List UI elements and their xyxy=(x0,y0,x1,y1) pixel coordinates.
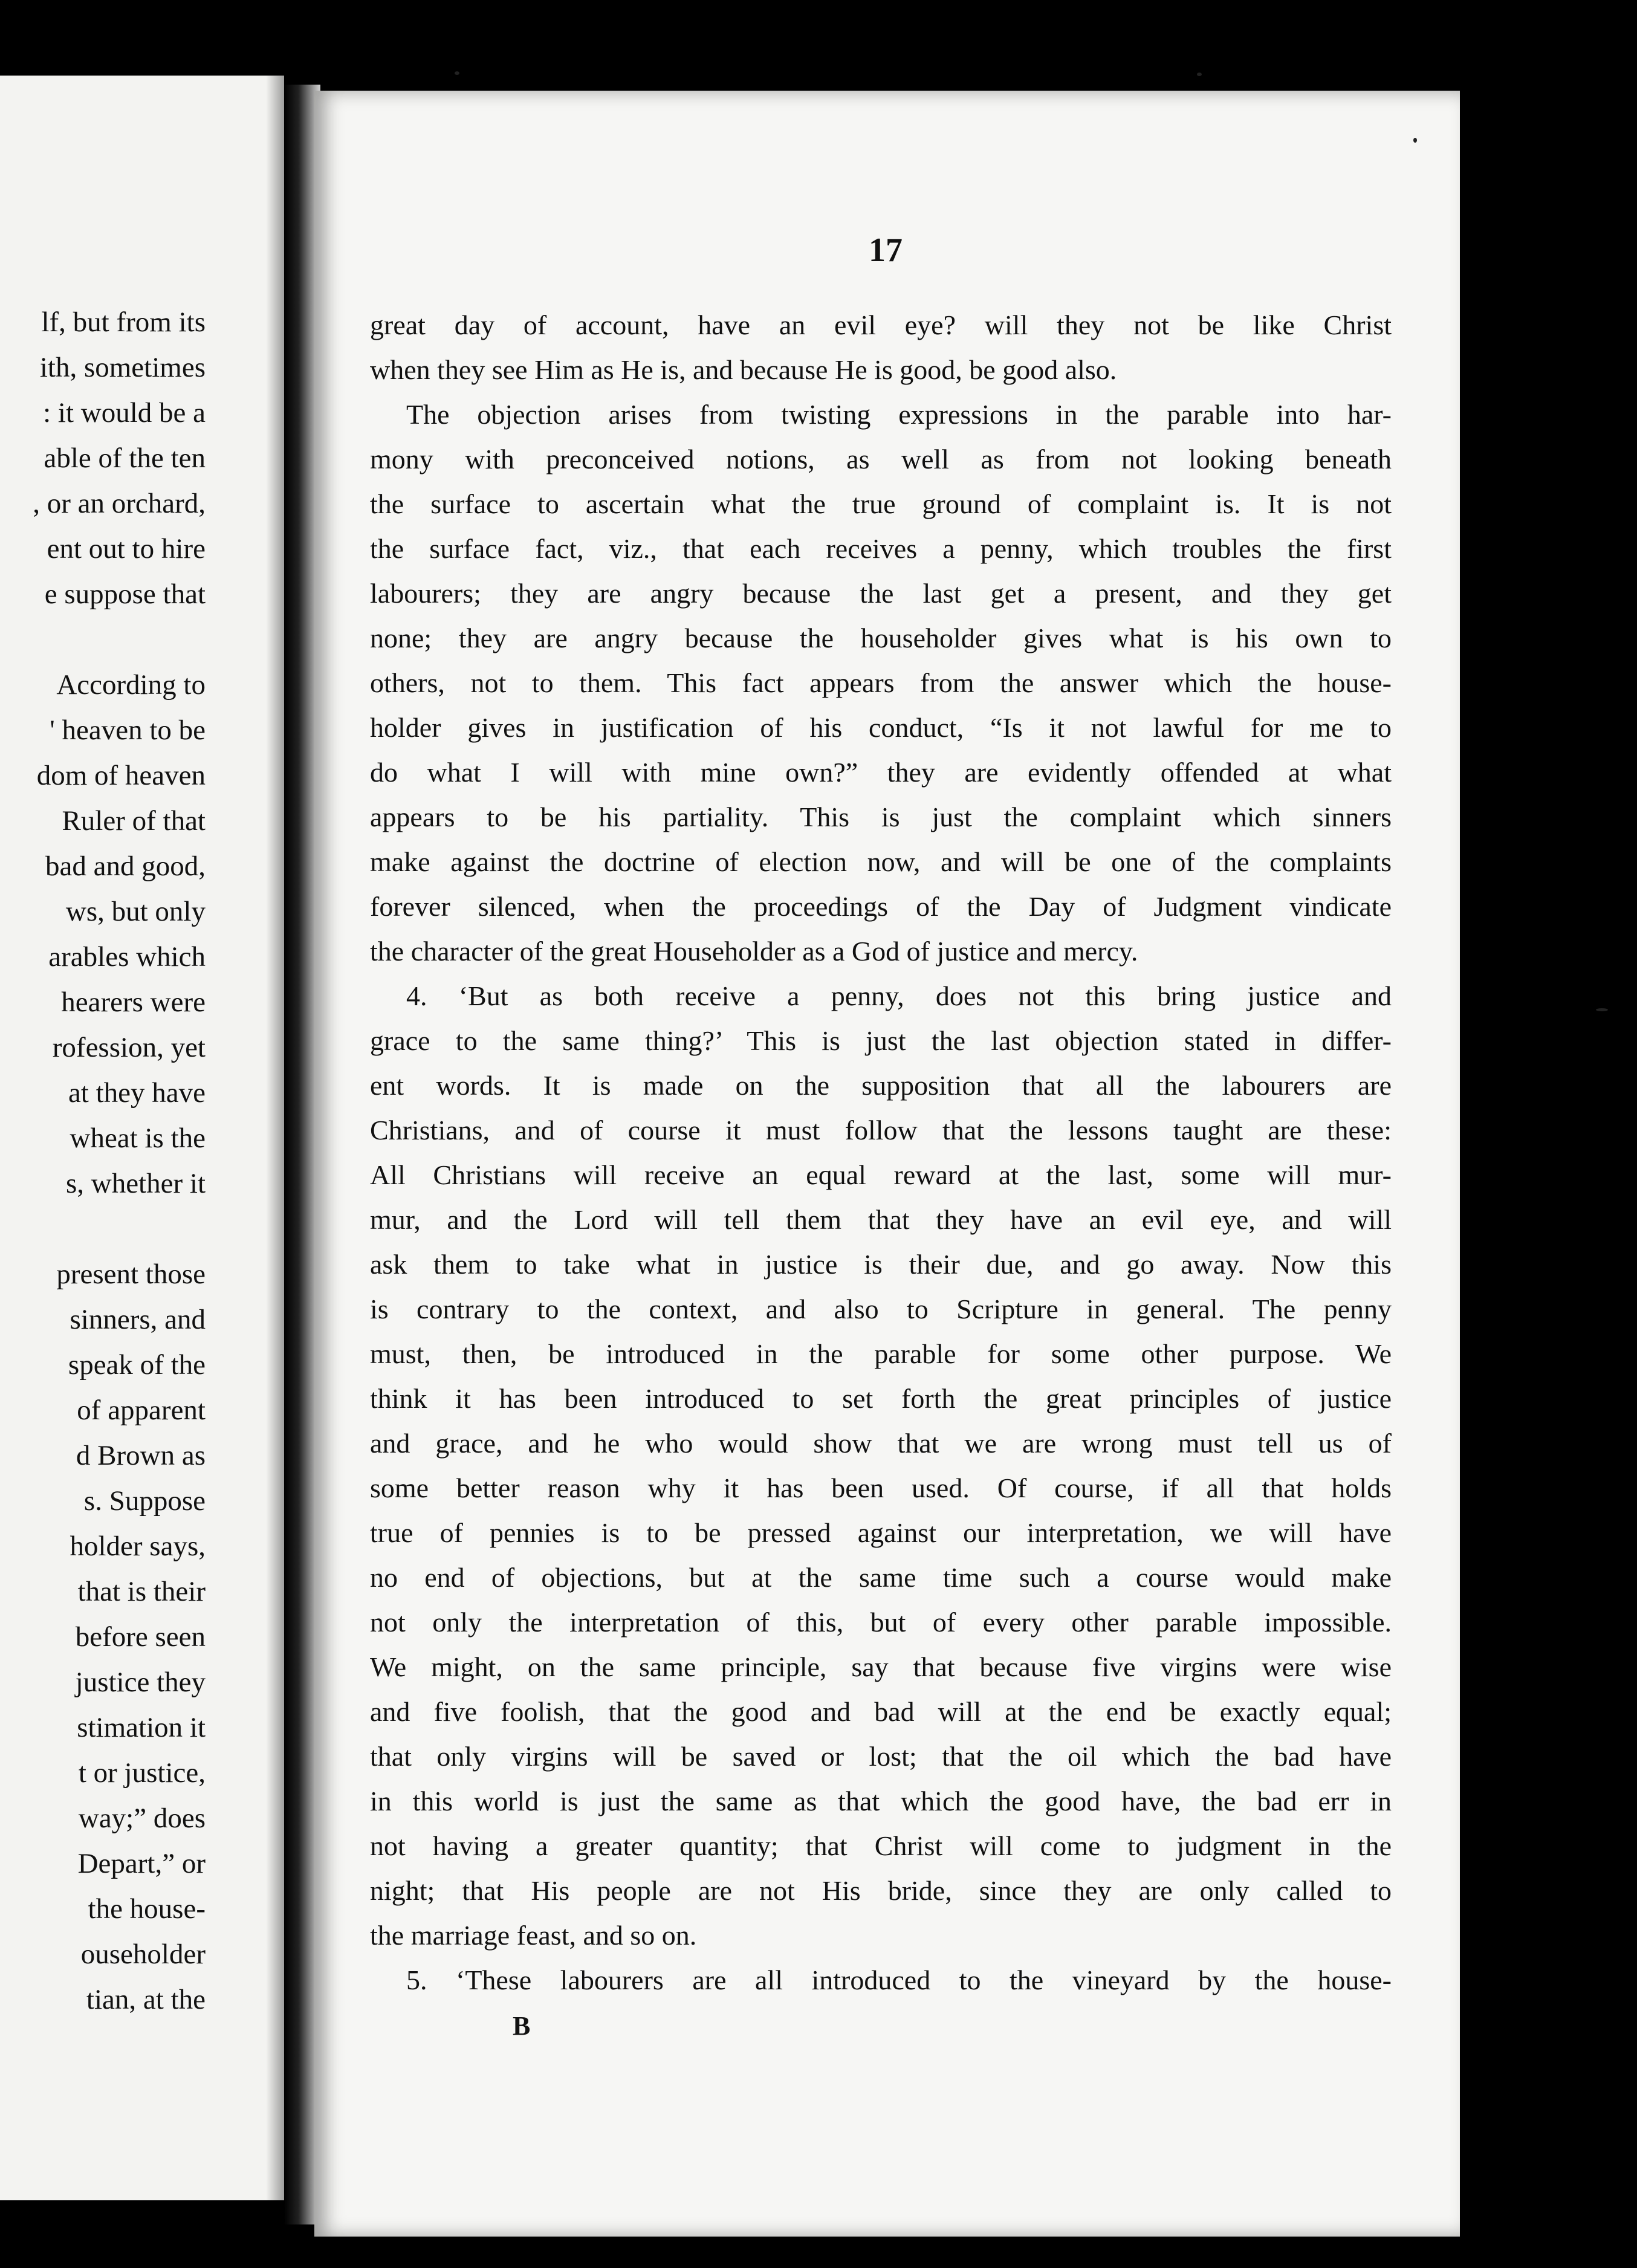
body-line: do what I will with mine own?” they are evidently offended at what xyxy=(370,757,1392,788)
body-line: holder gives in justification of his conduct, “Is it not lawful for me to xyxy=(370,712,1392,743)
body-line: not only the interpretation of this, but of every other parable impossible. xyxy=(370,1607,1392,1638)
body-line: in this world is just the same as that which the good have, the bad err in xyxy=(370,1786,1392,1816)
previous-page xyxy=(0,76,284,2200)
body-line: that only virgins will be saved or lost; that the oil which the bad have xyxy=(370,1741,1392,1772)
body-line: some better reason why it has been used. Of course, if all that holds xyxy=(370,1473,1392,1503)
left-page-line: sinners, and xyxy=(70,1304,206,1335)
left-page-line: ouseholder xyxy=(80,1939,206,1970)
left-page-line: Ruler of that xyxy=(62,805,206,837)
left-page-line: lf, but from its xyxy=(41,306,206,338)
left-page-line: of apparent xyxy=(77,1395,206,1426)
left-page-line: s, whether it xyxy=(65,1168,206,1199)
body-line: ask them to take what in justice is their due, and go away. Now this xyxy=(370,1249,1392,1280)
left-page-line: ' heaven to be xyxy=(50,714,206,746)
body-line: great day of account, have an evil eye? will they not be like Christ xyxy=(370,309,1392,340)
left-page-line: speak of the xyxy=(68,1349,206,1381)
body-line: the marriage feast, and so on. xyxy=(370,1920,697,1951)
left-page-line: justice they xyxy=(75,1667,206,1698)
body-line: others, not to them. This fact appears from the answer which the house- xyxy=(370,667,1392,698)
body-line: the surface fact, viz., that each receives a penny, which troubles the first xyxy=(370,533,1392,564)
body-line: the surface to ascertain what the true ground of complaint is. It is not xyxy=(370,488,1392,519)
left-page-line: way;” does xyxy=(78,1803,206,1834)
dust-speck xyxy=(1596,1008,1608,1011)
left-page-line: before seen xyxy=(75,1621,206,1653)
body-line: the character of the great Householder as a God of justice and mercy. xyxy=(370,936,1138,967)
body-line: 5. ‘These labourers are all introduced to the vineyard by the house- xyxy=(406,1965,1392,1995)
left-page-line: d Brown as xyxy=(76,1440,206,1471)
body-line: and five foolish, that the good and bad will at the end be exactly equal; xyxy=(370,1696,1392,1727)
left-page-line: that is their xyxy=(77,1576,206,1607)
left-page-line: dom of heaven xyxy=(36,760,206,791)
body-line: grace to the same thing?’ This is just the last objection stated in differ- xyxy=(370,1025,1392,1056)
body-line: think it has been introduced to set forth the great principles of justice xyxy=(370,1383,1392,1414)
body-line: none; they are angry because the householder gives what is his own to xyxy=(370,623,1392,653)
body-line: appears to be his partiality. This is just the complaint which sinners xyxy=(370,802,1392,832)
signature-mark: B xyxy=(513,2011,531,2041)
left-page-line: arables which xyxy=(48,941,206,973)
body-line: mur, and the Lord will tell them that they have an evil eye, and will xyxy=(370,1204,1392,1235)
body-line: when they see Him as He is, and because He is good, be good also. xyxy=(370,354,1117,385)
body-line: mony with preconceived notions, as well as from not looking beneath xyxy=(370,444,1392,475)
left-page-line: rofession, yet xyxy=(52,1032,206,1063)
left-page-line: bad and good, xyxy=(45,850,206,882)
left-page-line: able of the ten xyxy=(44,442,206,474)
left-page-line: at they have xyxy=(68,1077,206,1109)
body-line: true of pennies is to be pressed against our interpretation, we will have xyxy=(370,1517,1392,1548)
left-page-line: Depart,” or xyxy=(77,1848,206,1879)
dust-speck xyxy=(1413,138,1417,143)
body-line: labourers; they are angry because the last get a present, and they get xyxy=(370,578,1392,609)
left-page-line: wheat is the xyxy=(70,1123,206,1154)
body-line: no end of objections, but at the same time such a course would make xyxy=(370,1562,1392,1593)
left-page-line: hearers were xyxy=(61,987,206,1018)
body-line: 4. ‘But as both receive a penny, does not this bring justice and xyxy=(406,980,1392,1011)
body-line: make against the doctrine of election now, and will be one of the complaints xyxy=(370,846,1392,877)
body-line: The objection arises from twisting expressions in the parable into har- xyxy=(406,399,1392,430)
page-shadow xyxy=(266,76,284,2200)
page-number: 17 xyxy=(869,232,903,269)
body-line: not having a greater quantity; that Christ will come to judgment in the xyxy=(370,1830,1392,1861)
left-page-line: tian, at the xyxy=(86,1984,206,2015)
left-page-line: stimation it xyxy=(77,1712,206,1743)
dust-speck xyxy=(455,71,459,75)
left-page-line: According to xyxy=(56,669,206,701)
body-line: We might, on the same principle, say that because five virgins were wise xyxy=(370,1651,1392,1682)
left-page-line: the house- xyxy=(88,1893,206,1925)
body-line: All Christians will receive an equal reward at the last, some will mur- xyxy=(370,1159,1392,1190)
dust-speck xyxy=(1197,73,1202,76)
body-line: must, then, be introduced in the parable for some other purpose. We xyxy=(370,1338,1392,1369)
body-line: night; that His people are not His bride, since they are only called to xyxy=(370,1875,1392,1906)
left-page-line: ws, but only xyxy=(65,896,206,927)
body-line: Christians, and of course it must follow that the lessons taught are these: xyxy=(370,1115,1392,1145)
left-page-line: s. Suppose xyxy=(83,1485,206,1517)
body-line: is contrary to the context, and also to Scripture in general. The penny xyxy=(370,1294,1392,1324)
left-page-line: e suppose that xyxy=(44,578,206,610)
left-page-line: ith, sometimes xyxy=(39,352,206,383)
body-line: ent words. It is made on the supposition that all the labourers are xyxy=(370,1070,1392,1101)
left-page-line: , or an orchard, xyxy=(33,488,206,519)
left-page-line: : it would be a xyxy=(43,397,206,429)
body-line: forever silenced, when the proceedings of the Day of Judgment vindicate xyxy=(370,891,1392,922)
left-page-line: ent out to hire xyxy=(47,533,206,565)
left-page-line: holder says, xyxy=(70,1531,206,1562)
left-page-line: t or justice, xyxy=(78,1757,206,1789)
body-line: and grace, and he who would show that we are wrong must tell us of xyxy=(370,1428,1392,1459)
left-page-line: present those xyxy=(56,1259,206,1290)
